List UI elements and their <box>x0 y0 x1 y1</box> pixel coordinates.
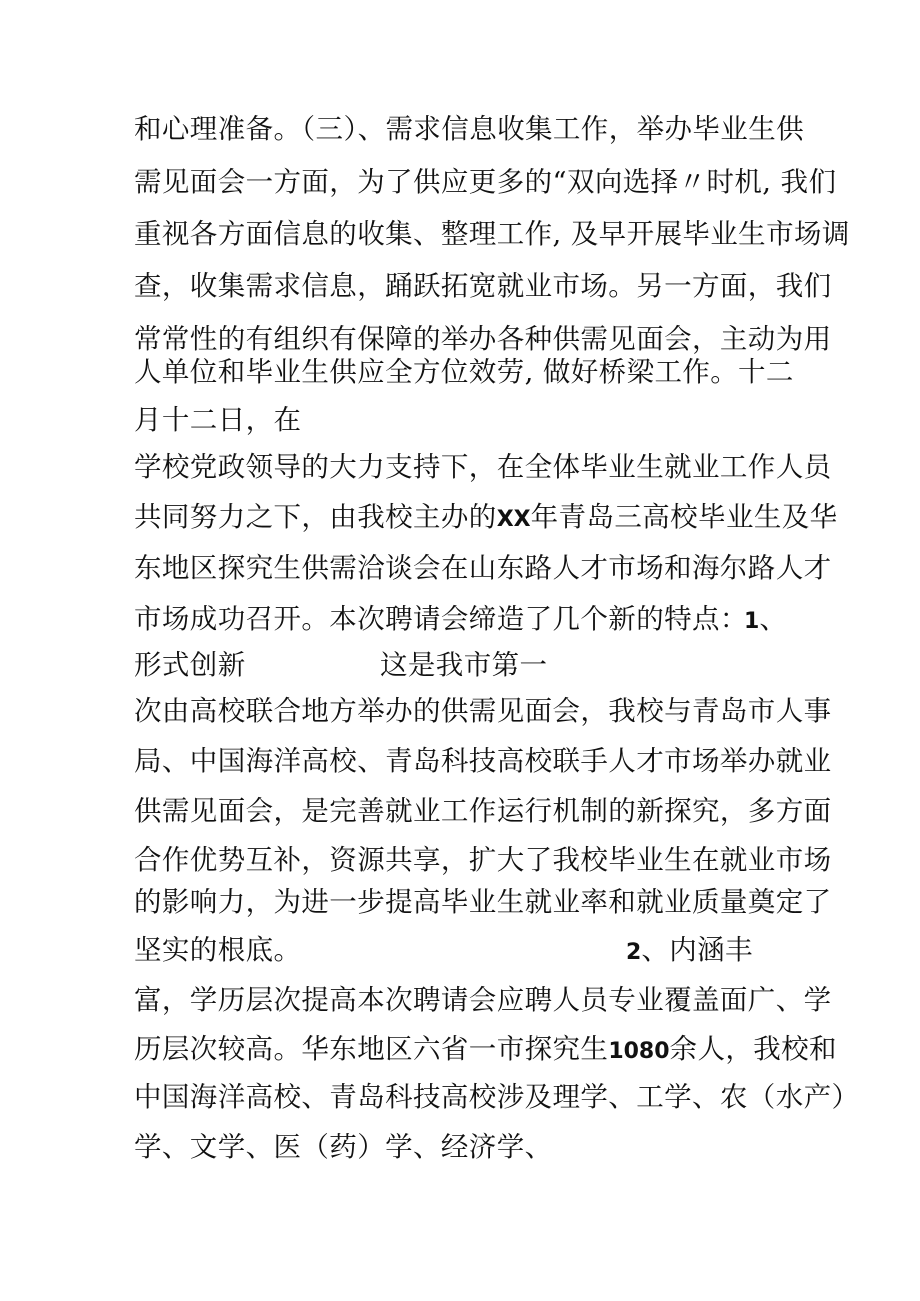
paragraph-line-9 <box>134 497 838 537</box>
text-run: 中国海洋高校、青岛科技高校涉及理学、工学、农（水产） <box>134 1081 860 1113</box>
paragraph-line-1 <box>134 109 804 149</box>
count-number: 1080 <box>608 1039 670 1064</box>
paragraph-line-22 <box>134 1127 553 1167</box>
list-number-2 <box>626 930 753 970</box>
paragraph-line-18 <box>134 930 301 970</box>
paragraph-line-2 <box>134 162 836 202</box>
text-run: 共同努力之下，由我校主办的 <box>134 501 497 533</box>
paragraph-line-6-tail <box>738 352 794 392</box>
text-run: 学校党政领导的大力支持下，在全体毕业生就业工作人员 <box>134 451 832 483</box>
paragraph-line-8 <box>134 447 832 487</box>
paragraph-line-7 <box>134 400 301 440</box>
text-run: 常常性的有组织有保障的举办各种供需见面会，主动为用 <box>134 323 832 355</box>
text-run: 查，收集需求信息，踊跃拓宽就业市场。另一方面，我们 <box>134 270 832 302</box>
text-run: 学、文学、医（药）学、经济学、 <box>134 1131 553 1163</box>
text-run: 十二 <box>738 356 794 388</box>
paragraph-line-21 <box>134 1077 859 1117</box>
list-number-1 <box>744 599 787 639</box>
paragraph-line-4 <box>134 266 832 306</box>
text-run: 形式创新 <box>134 649 246 681</box>
year-mark: XX <box>496 507 531 532</box>
paragraph-line-17 <box>134 882 832 922</box>
paragraph-line-6 <box>134 352 738 392</box>
paragraph-line-15 <box>134 791 832 831</box>
text-run: 东地区探究生供需洽谈会在山东路人才市场和海尔路人才 <box>134 552 832 584</box>
text-run: 年青岛三高校毕业生及华 <box>530 501 838 533</box>
text-run: 富，学历层次提高本次聘请会应聘人员专业覆盖面广、学 <box>134 984 832 1016</box>
list-number: 1 <box>744 609 760 634</box>
text-run: 的影响力，为进一步提高毕业生就业率和就业质量奠定了 <box>134 886 832 918</box>
text-run: 历层次较高。华东地区六省一市探究生 <box>134 1033 609 1065</box>
paragraph-line-10 <box>134 548 832 588</box>
paragraph-line-13 <box>134 691 832 731</box>
text-run: 月十二日，在 <box>134 404 302 436</box>
text-run: 、内涵丰 <box>641 934 753 966</box>
text-run: 人单位和毕业生供应全方位效劳, 做好桥梁工作。 <box>134 356 739 388</box>
paragraph-line-12 <box>134 645 246 685</box>
paragraph-line-20 <box>134 1029 837 1069</box>
text-run: 、 <box>759 603 788 635</box>
text-run: 供需见面会，是完善就业工作运行机制的新探究，多方面 <box>134 795 832 827</box>
text-run: 坚实的根底。 <box>134 934 302 966</box>
paragraph-line-16 <box>134 840 832 880</box>
text-run: 次由高校联合地方举办的供需见面会，我校与青岛市人事 <box>134 695 832 727</box>
text-run: 需见面会一方面，为了供应更多的“双向选择〃时机, 我们 <box>134 166 837 198</box>
paragraph-line-3 <box>134 214 850 254</box>
list-number: 2 <box>626 940 642 965</box>
text-run: 局、中国海洋高校、青岛科技高校联手人才市场举办就业 <box>134 745 832 777</box>
paragraph-line-14 <box>134 741 832 781</box>
text-run: 和心理准备。（三）、需求信息收集工作，举办毕业生供 <box>134 113 804 145</box>
paragraph-line-11 <box>134 599 748 639</box>
text-run: 这是我市第一 <box>380 649 548 681</box>
paragraph-line-19 <box>134 980 832 1020</box>
text-run: 重视各方面信息的收集、整理工作, 及早开展毕业生市场调 <box>134 218 850 250</box>
paragraph-line-12-tail <box>380 645 547 685</box>
text-run: 余人，我校和 <box>669 1033 837 1065</box>
text-run: 市场成功召开。本次聘请会缔造了几个新的特点： <box>134 603 748 635</box>
text-run: 合作优势互补，资源共享，扩大了我校毕业生在就业市场 <box>134 844 832 876</box>
